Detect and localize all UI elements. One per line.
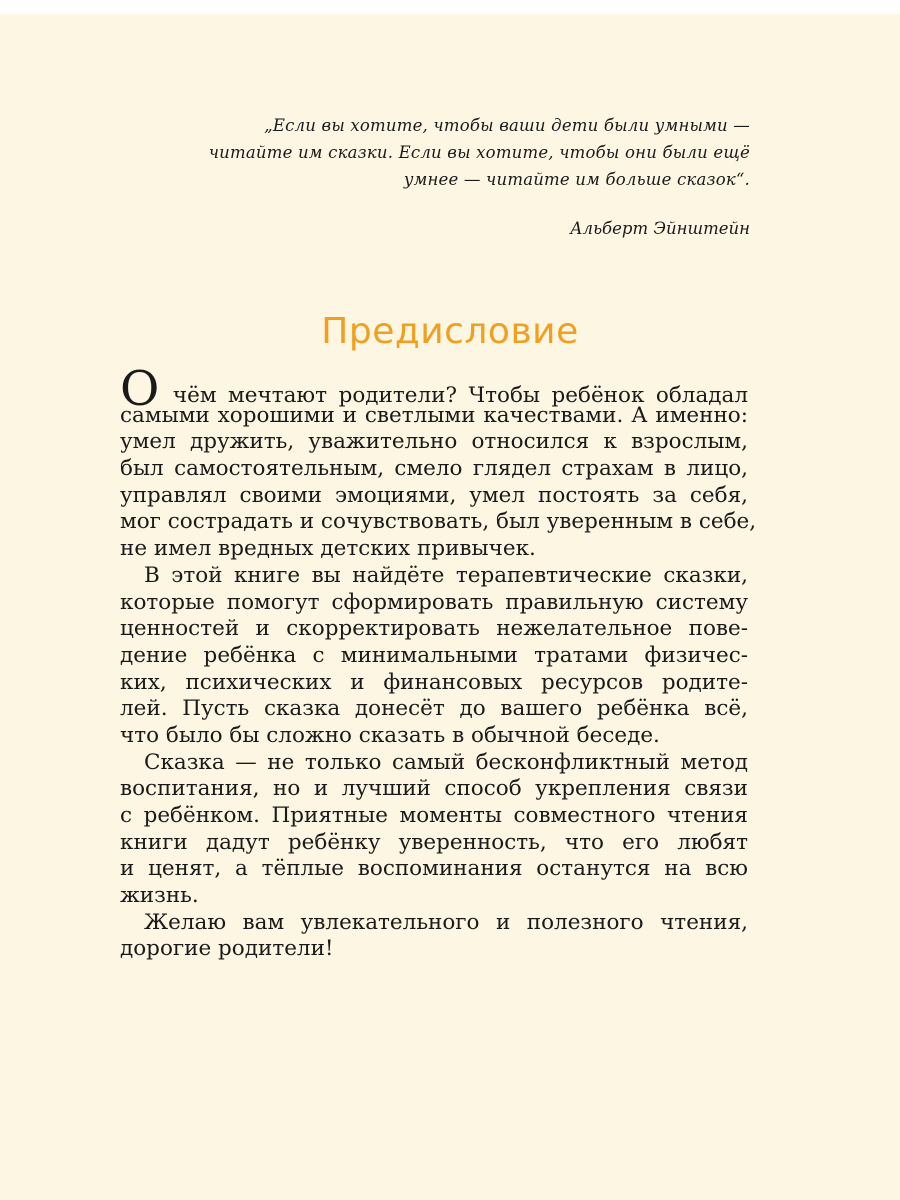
paragraph — [120, 361, 757, 563]
text-line: управлял своими эмоциями, умел постоять за себя, — [120, 482, 748, 508]
text-line: что было бы сложно сказать в обычной беседе. — [120, 722, 660, 748]
text-line: ценностей и скорректировать нежелательное пове- — [120, 616, 748, 642]
text-line: самыми хорошими и светлыми качествами. А именно: — [120, 402, 748, 428]
epigraph-line: читайте им сказки. Если вы хотите, чтобы они были ещё — [208, 143, 750, 162]
text-line-content: чём мечтают родители? Чтобы ребёнок обладал — [161, 383, 748, 408]
drop-cap: О — [120, 361, 160, 417]
paragraph — [120, 750, 748, 910]
text-line: мог сострадать и сочувствовать, был уверенным в себе, — [120, 509, 757, 535]
text-line: воспитания, но и лучший способ укрепления связи — [120, 776, 748, 802]
text-line: не имел вредных детских привычек. — [120, 536, 536, 562]
epigraph-author: Альберт Эйнштейн — [570, 219, 750, 238]
text-line: ких, психических и финансовых ресурсов родите- — [120, 669, 748, 695]
epigraph-quote — [120, 112, 750, 193]
text-line: Сказка — не только самый бесконфликтный метод — [144, 749, 748, 775]
text-line: дение ребёнка с минимальными тратами физичес- — [120, 642, 748, 668]
preface-body — [120, 361, 757, 963]
book-page — [0, 14, 900, 1200]
text-line: с ребёнком. Приятные моменты совместного чтения — [120, 803, 748, 828]
paragraph — [120, 563, 748, 750]
text-line: был самостоятельным, смело глядел страхам в лицо, — [120, 456, 748, 482]
text-line: и ценят, а тёплые воспоминания останутся на всю — [120, 856, 748, 882]
epigraph-line: „Если вы хотите, чтобы ваши дети были умными — — [264, 116, 750, 135]
text-line: В этой книге вы найдёте терапевтические сказки, — [144, 562, 748, 588]
page-title: Предисловие — [321, 311, 579, 352]
text-line: умел дружить, уважительно относился к взрослым, — [120, 429, 748, 455]
paragraph — [120, 910, 748, 963]
text-line: книги дадут ребёнку уверенность, что его любят — [120, 829, 748, 855]
text-line: Желаю вам увлекательного и полезного чтения, — [144, 909, 748, 935]
text-line: дорогие родители! — [120, 936, 334, 962]
text-line: которые помогут сформировать правильную систему — [120, 589, 748, 615]
text-line: лей. Пусть сказка донесёт до вашего ребёнка всё, — [120, 696, 748, 722]
epigraph-line: умнее — читайте им больше сказок“. — [403, 170, 750, 189]
text-line: жизнь. — [120, 883, 199, 909]
